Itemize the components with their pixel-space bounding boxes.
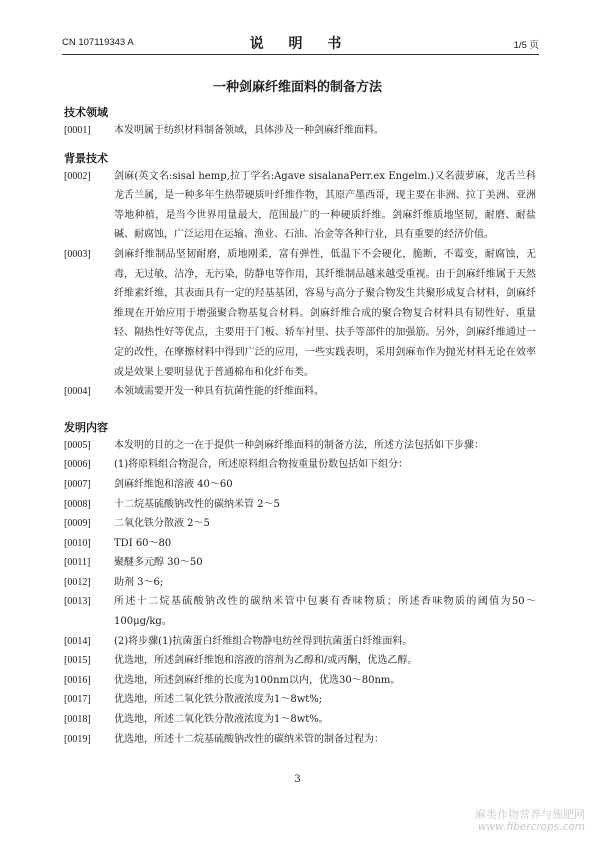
paragraph [64, 671, 536, 691]
paragraph-text: 优选地，所述十二烷基硫酸钠改性的碳纳米管的制备过程为： [114, 733, 384, 745]
paragraph [64, 475, 536, 495]
paragraph-number: [0017] [64, 694, 91, 706]
paragraph-number: [0009] [64, 518, 91, 530]
paragraph-number: [0001] [64, 125, 91, 136]
paragraph [64, 573, 536, 593]
paragraph [64, 455, 536, 475]
paragraph-text: 优选地，所述二氧化铁分散液浓度为1～8wt%; [114, 694, 323, 706]
paragraph-number: [0007] [64, 478, 91, 490]
paragraph-number: [0013] [64, 596, 91, 608]
paragraph-number: [0008] [64, 498, 91, 510]
section-heading-summary: 发明内容 [64, 420, 108, 434]
paragraph-text: TDI 60～80 [114, 537, 172, 549]
paragraph [64, 592, 536, 631]
paragraph-number: [0011] [64, 557, 91, 569]
paragraph-number: [0018] [64, 714, 91, 726]
paragraph-number: [0003] [64, 248, 91, 260]
paragraph-text: (1)将原料组合物混合，所述原料组合物按重量份数包括如下组分： [114, 459, 409, 471]
paragraph-text: 二氧化铁分散液 2～5 [114, 518, 210, 530]
paragraph-text: (2)将步骤(1)抗菌蛋白纤维组合物静电纺丝得到抗菌蛋白纤维面料。 [114, 635, 413, 647]
paragraph-text: 十二烷基硫酸钠改性的碳纳米管 2～5 [114, 498, 280, 510]
watermark-site-name: 麻类作物营养与施肥网 [475, 808, 585, 821]
paragraph-number: [0016] [64, 674, 91, 686]
page-indicator: 1/5 页 [513, 40, 539, 51]
page-number: 3 [294, 774, 301, 785]
section-heading-background: 背景技术 [64, 151, 108, 165]
paragraph-text: 助剂 3～6; [114, 576, 164, 588]
paragraph [64, 495, 536, 515]
document-title: 一种剑麻纤维面料的制备方法 [212, 80, 382, 95]
paragraph [64, 690, 536, 710]
paragraph-text: 所述十二烷基硫酸钠改性的碳纳米管中包裹有香味物质；所述香味物质的阈值为50～100μg/kg。 [114, 596, 536, 628]
paragraph [64, 382, 536, 402]
paragraph-number: [0004] [64, 386, 91, 398]
paragraph-number: [0006] [64, 459, 91, 471]
paragraph [64, 730, 536, 750]
paragraph-number: [0005] [64, 439, 91, 451]
paragraph [64, 632, 536, 652]
paragraph-text: 本领域需要开发一种具有抗菌性能的纤维面料。 [114, 386, 324, 398]
paragraph [64, 245, 536, 382]
section-heading-technical-field: 技术领域 [64, 106, 108, 119]
paragraph [64, 534, 536, 554]
paragraph-text: 剑麻纤维饱和溶液 40～60 [114, 478, 233, 490]
paragraph-number: [0015] [64, 655, 91, 667]
paragraph-number: [0014] [64, 635, 91, 647]
watermark [475, 808, 585, 834]
paragraph-text: 优选地，所述二氧化铁分散液浓度为1～8wt%。 [114, 714, 329, 726]
paragraph-text: 聚醚多元醇 30～50 [114, 557, 203, 569]
patent-number: CN 107119343 A [62, 37, 134, 48]
page-header [62, 32, 539, 55]
paragraph-number: [0010] [64, 537, 91, 549]
paragraph-number: [0019] [64, 733, 91, 745]
paragraph-text: 优选地，所述剑麻纤维饱和溶液的溶剂为乙醇和/或丙酮，优选乙醇。 [114, 655, 418, 667]
document-body [64, 105, 536, 749]
paragraph [64, 436, 536, 456]
paragraph [64, 121, 536, 141]
paragraph [64, 167, 536, 245]
paragraph [64, 651, 536, 671]
paragraph-text: 剑麻(英文名:sisal hemp,拉丁学名:Agave sisalanaPerr.ex Engelm.)又名菠萝麻，龙舌兰科龙舌兰属，是一种多年生热带硬质叶纤维作物，其原产墨西哥，现主要在非洲、拉丁美洲、亚洲等地种植，是当今世界用量最大，范围最广的一种硬质纤维。剑麻纤维质地坚韧，耐磨、耐盐碱、耐腐蚀，广泛运用在运输、渔业、石油、冶金等各种行业，具有重要的经济价值。 [114, 170, 536, 241]
paragraph-text: 本发明属于纺织材料制备领域，具体涉及一种剑麻纤维面料。 [114, 125, 384, 136]
paragraph [64, 514, 536, 534]
paragraph [64, 710, 536, 730]
paragraph-text: 剑麻纤维制品坚韧耐磨，质地刚柔，富有弹性，低温下不会硬化，脆断，不霉变，耐腐蚀，无毒，无过敏，洁净，无污染，防静电等作用，其纤维制品越来越受重视。由于剑麻纤维属于天然纤维素纤维，其表面具有一定的羟基基团，容易与高分子聚合物发生共聚形成复合材料，剑麻纤维现在开始应用于增强聚合物基复合材料。剑麻纤维合成的聚合物复合材料具有韧性好、重量轻、隔热性好等优点，主要用于门板、轿车衬里、扶手等部件的加强筋。另外，剑麻纤维通过一定的改性，在摩擦材料中得到广泛的应用，一些实践表明，采用剑麻布作为抛光材料无论在效率或是效果上要明显优于普通棉布和化纤布类。 [114, 248, 536, 378]
paragraph-text: 本发明的目的之一在于提供一种剑麻纤维面料的制备方法，所述方法包括如下步骤： [114, 439, 484, 451]
paragraph-number: [0012] [64, 576, 91, 588]
document-type-label: 说 明 书 [249, 36, 352, 52]
paragraph [64, 553, 536, 573]
paragraph-text: 优选地，所述剑麻纤维的长度为100nm以内，优选30～80nm。 [114, 674, 401, 686]
paragraph-number: [0002] [64, 170, 91, 182]
watermark-url: www.fibercrops.com [477, 821, 585, 833]
